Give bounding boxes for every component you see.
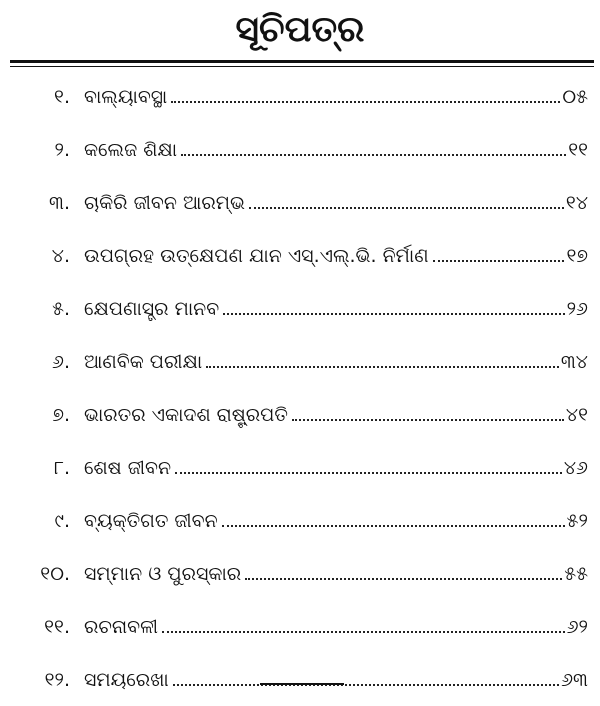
entry-line	[84, 192, 588, 214]
dot-leader	[175, 471, 562, 474]
entry-line	[84, 563, 588, 585]
dot-leader	[249, 206, 564, 209]
toc-entry	[0, 70, 600, 123]
entry-line	[84, 669, 588, 691]
entry-number: ୧୨.	[44, 668, 70, 691]
entry-page-number: ୫୨	[566, 509, 588, 532]
entry-number: ୩.	[49, 191, 70, 214]
entry-number: ୧୧.	[44, 615, 70, 638]
table-of-contents	[0, 70, 600, 706]
entry-line	[84, 139, 588, 161]
title-rule-thin	[10, 66, 594, 67]
toc-entry	[0, 547, 600, 600]
entry-line	[84, 298, 588, 320]
entry-page-number: ୪୬	[563, 456, 588, 479]
dot-leader	[223, 312, 564, 315]
title-rule-thick	[10, 60, 594, 63]
entry-page-number: ୬୨	[566, 615, 588, 638]
toc-entry	[0, 653, 600, 706]
entry-number: ୭.	[52, 403, 70, 426]
entry-line	[84, 245, 588, 267]
end-rule	[260, 683, 344, 685]
toc-entry	[0, 123, 600, 176]
entry-title: କଲେଜ ଶିକ୍ଷା	[84, 138, 178, 161]
entry-title: ବ୍ୟକ୍ତିଗତ ଜୀବନ	[84, 509, 218, 532]
entry-page-number: ୩୪	[560, 350, 588, 373]
entry-page-number: ୧୭	[566, 244, 588, 267]
entry-number: ୮.	[54, 456, 70, 479]
dot-leader	[181, 153, 566, 156]
entry-page-number: ୨୬	[566, 297, 588, 320]
entry-number: ୬.	[52, 350, 70, 373]
toc-entry	[0, 494, 600, 547]
dot-leader	[206, 365, 559, 368]
entry-title: ଆଣବିକ ପରୀକ୍ଷା	[84, 350, 203, 373]
toc-entry	[0, 229, 600, 282]
entry-page-number: ୬୩	[561, 668, 588, 691]
dot-leader	[292, 418, 564, 421]
entry-line	[84, 404, 588, 426]
entry-title: କ୍ଷେପଣାସ୍ତ୍ର ମାନବ	[84, 297, 220, 320]
entry-title: ସମୟରେଖା	[84, 668, 169, 691]
entry-title: ବାଲ୍ୟାବସ୍ଥା	[84, 85, 168, 108]
entry-line	[84, 457, 588, 479]
dot-leader	[433, 259, 565, 262]
dot-leader	[162, 630, 565, 633]
entry-number: ୧୦.	[40, 562, 70, 585]
entry-page-number: ୧୧	[568, 138, 588, 161]
entry-line	[84, 351, 588, 373]
entry-line	[84, 86, 588, 108]
toc-entry	[0, 335, 600, 388]
entry-line	[84, 616, 588, 638]
entry-title: ଉପଗ୍ରହ ଉତ୍କ୍ଷେପଣ ଯାନ ଏସ୍.ଏଲ୍.ଭି. ନିର୍ମାଣ	[84, 244, 429, 267]
toc-entry	[0, 441, 600, 494]
entry-title: ଶେଷ ଜୀବନ	[84, 456, 172, 479]
entry-number: ୨.	[54, 138, 70, 161]
entry-title: ଭାରତର ଏକାଦଶ ରାଷ୍ଟ୍ରପତି	[84, 403, 288, 426]
entry-page-number: ୧୪	[565, 191, 588, 214]
dot-leader	[222, 524, 565, 527]
entry-page-number: ୦୫	[562, 85, 588, 108]
toc-entry	[0, 600, 600, 653]
entry-title: ସମ୍ମାନ ଓ ପୁରସ୍କାର	[84, 562, 242, 585]
entry-number: ୪.	[51, 244, 70, 267]
entry-page-number: ୫୫	[564, 562, 588, 585]
entry-title: ଚାକିରି ଜୀବନ ଆରମ୍ଭ	[84, 191, 245, 214]
entry-number: ୧.	[54, 85, 70, 108]
entry-number: ୯.	[54, 509, 70, 532]
entry-title: ରଚନାବଳୀ	[84, 615, 159, 638]
entry-line	[84, 510, 588, 532]
toc-entry	[0, 388, 600, 441]
dot-leader	[173, 683, 559, 686]
entry-number: ୫.	[52, 297, 70, 320]
toc-entry	[0, 282, 600, 335]
entry-page-number: ୪୧	[565, 403, 588, 426]
page-title: ସୂଚିପତ୍ର	[235, 9, 365, 50]
toc-entry	[0, 176, 600, 229]
dot-leader	[245, 577, 562, 580]
dot-leader	[171, 100, 560, 103]
